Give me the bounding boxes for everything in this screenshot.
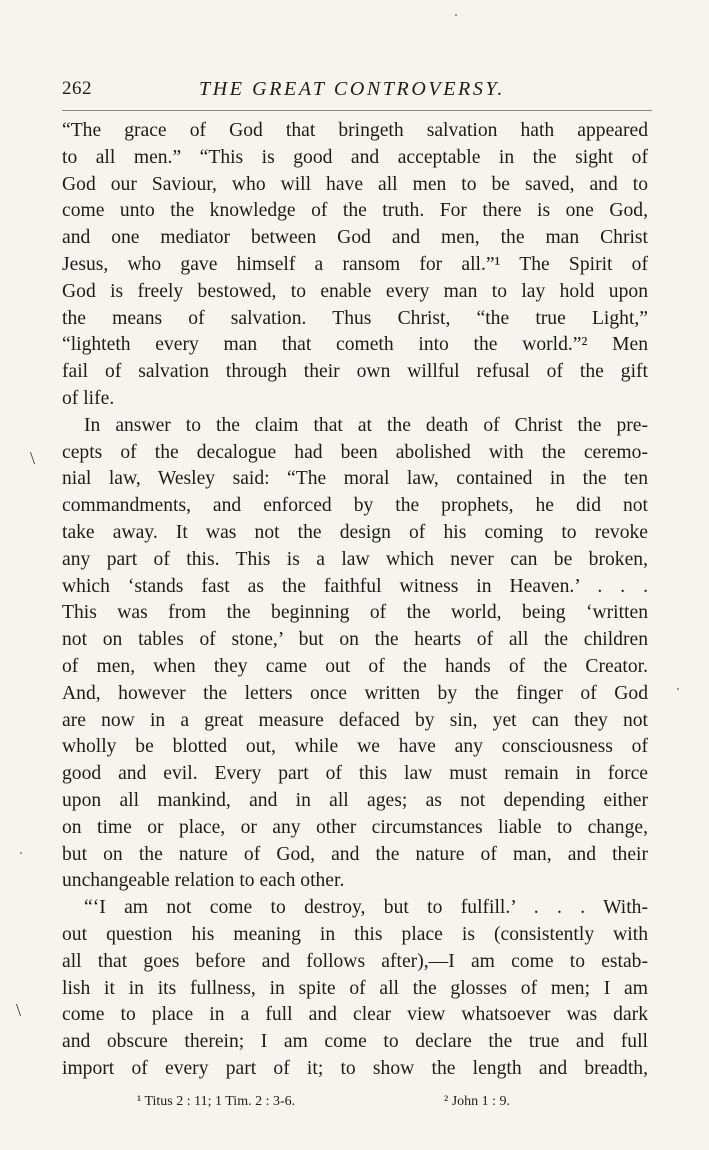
text-line: of men, when they came out of the hands of the Creator. bbox=[62, 655, 648, 677]
text-line: “lighteth every man that cometh into the world.”² Men bbox=[62, 334, 648, 356]
text-line: take away. It was not the design of his coming to revoke bbox=[62, 521, 648, 543]
text-line: In answer to the claim that at the death of Christ the pre- bbox=[84, 414, 648, 436]
page-header bbox=[62, 78, 652, 104]
text-line: all that goes before and follows after),—I am come to estab- bbox=[62, 950, 648, 972]
text-line: good and evil. Every part of this law must remain in force bbox=[62, 763, 648, 785]
text-line: upon all mankind, and in all ages; as not depending either bbox=[62, 789, 648, 811]
running-title: THE GREAT CONTROVERSY. bbox=[199, 78, 505, 100]
text-line: to all men.” “This is good and acceptable in the sight of bbox=[62, 146, 648, 168]
text-line: and obscure therein; I am come to declare the true and full bbox=[62, 1031, 648, 1053]
header-rule bbox=[62, 110, 652, 111]
text-line: any part of this. This is a law which never can be broken, bbox=[62, 548, 648, 570]
text-line: commandments, and enforced by the prophets, he did not bbox=[62, 495, 648, 517]
text-line: and one mediator between God and men, the man Christ bbox=[62, 227, 648, 249]
text-line: “‘I am not come to destroy, but to fulfill.’ . . . With- bbox=[84, 897, 648, 919]
margin-pencil-mark: \ bbox=[16, 1000, 22, 1020]
paper-speck bbox=[455, 14, 457, 16]
text-line: nial law, Wesley said: “The moral law, contained in the ten bbox=[62, 468, 648, 490]
footnote-2: ² John 1 : 9. bbox=[444, 1094, 511, 1109]
text-line: import of every part of it; to show the length and breadth, bbox=[62, 1057, 648, 1079]
page-number: 262 bbox=[62, 78, 92, 99]
margin-pencil-mark: \ bbox=[30, 448, 36, 468]
text-line: fail of salvation through their own willful refusal of the gift bbox=[62, 361, 648, 383]
text-line: of life. bbox=[62, 387, 115, 409]
text-line: are now in a great measure defaced by sin, yet can they not bbox=[62, 709, 648, 731]
text-line: wholly be blotted out, while we have any consciousness of bbox=[62, 736, 648, 758]
text-line: cepts of the decalogue had been abolished with the ceremo- bbox=[62, 441, 648, 463]
text-line: on time or place, or any other circumstances liable to change, bbox=[62, 816, 648, 838]
text-line: God is freely bestowed, to enable every man to lay hold upon bbox=[62, 280, 648, 302]
text-line: the means of salvation. Thus Christ, “the true Light,” bbox=[62, 307, 648, 329]
text-line: which ‘stands fast as the faithful witness in Heaven.’ . . . bbox=[62, 575, 648, 597]
text-line: “The grace of God that bringeth salvation hath appeared bbox=[62, 120, 648, 141]
text-line: And, however the letters once written by the finger of God bbox=[62, 682, 648, 704]
body-text bbox=[62, 118, 648, 1083]
text-line: out question his meaning in this place is (consistently with bbox=[62, 923, 648, 945]
paper-speck bbox=[20, 852, 22, 854]
text-line: God our Saviour, who will have all men to be saved, and to bbox=[62, 173, 648, 195]
paper-speck bbox=[677, 688, 679, 690]
text-line: Jesus, who gave himself a ransom for all.”¹ The Spirit of bbox=[62, 253, 648, 275]
text-line: unchangeable relation to each other. bbox=[62, 870, 345, 892]
text-line: lish it in its fullness, in spite of all the glosses of men; I am bbox=[62, 977, 648, 999]
text-line: come unto the knowledge of the truth. For there is one God, bbox=[62, 200, 648, 222]
text-line: This was from the beginning of the world, being ‘written bbox=[62, 602, 648, 624]
footnote-1: ¹ Titus 2 : 11; 1 Tim. 2 : 3-6. bbox=[137, 1094, 296, 1109]
text-line: but on the nature of God, and the nature of man, and their bbox=[62, 843, 648, 865]
text-line: come to place in a full and clear view whatsoever was dark bbox=[62, 1004, 648, 1026]
text-line: not on tables of stone,’ but on the hearts of all the children bbox=[62, 629, 648, 651]
